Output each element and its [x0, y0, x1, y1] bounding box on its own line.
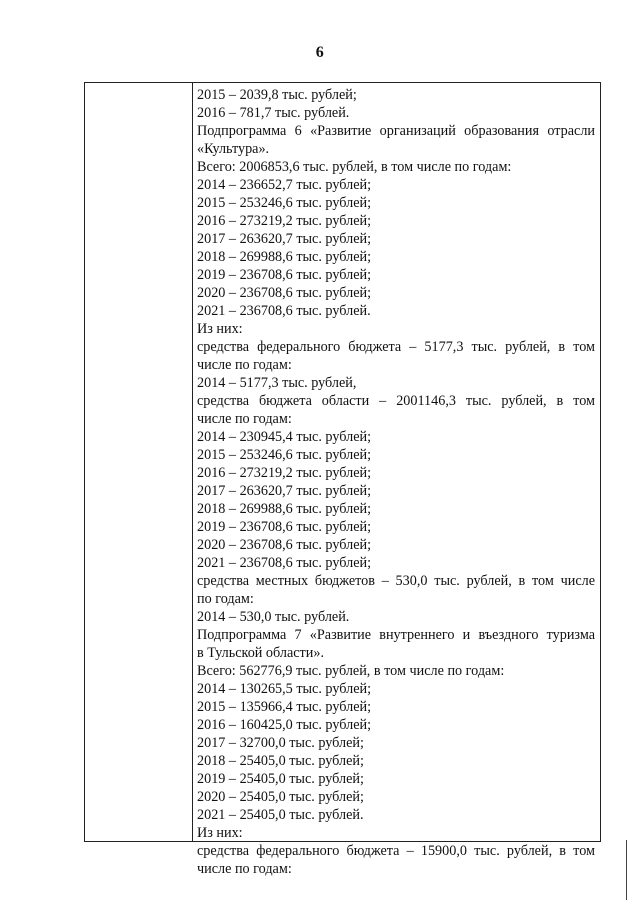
- text-line: в Тульской области».: [197, 645, 324, 661]
- text-line: 2019 – 236708,6 тыс. рублей;: [197, 519, 372, 535]
- text-line: 2014 – 530,0 тыс. рублей.: [197, 609, 350, 625]
- margin-rule: [626, 840, 627, 900]
- text-line: средства местных бюджетов – 530,0 тыс. рублей, в том числе: [197, 573, 595, 589]
- text-line: 2015 – 135966,4 тыс. рублей;: [197, 699, 372, 715]
- text-line: 2015 – 253246,6 тыс. рублей;: [197, 447, 372, 463]
- column-divider: [192, 83, 193, 841]
- text-line: «Культура».: [197, 141, 270, 157]
- text-line: Из них:: [197, 321, 243, 337]
- text-line: 2021 – 25405,0 тыс. рублей.: [197, 807, 364, 823]
- text-line: числе по годам:: [197, 357, 292, 373]
- text-line: 2016 – 781,7 тыс. рублей.: [197, 105, 350, 121]
- text-line: средства федерального бюджета – 5177,3 тыс. рублей, в том: [197, 339, 595, 355]
- text-line: 2014 – 236652,7 тыс. рублей;: [197, 177, 372, 193]
- text-line: Из них:: [197, 825, 243, 841]
- text-line: средства федерального бюджета – 15900,0 тыс. рублей, в том: [197, 843, 595, 859]
- text-line: 2016 – 273219,2 тыс. рублей;: [197, 213, 372, 229]
- text-line: 2014 – 230945,4 тыс. рублей;: [197, 429, 372, 445]
- text-line: по годам:: [197, 591, 254, 607]
- text-line: 2014 – 5177,3 тыс. рублей,: [197, 375, 357, 391]
- text-line: Подпрограмма 6 «Развитие организаций образования отрасли: [197, 123, 595, 139]
- text-line: 2021 – 236708,6 тыс. рублей.: [197, 303, 371, 319]
- text-line: средства бюджета области – 2001146,3 тыс. рублей, в том: [197, 393, 595, 409]
- text-line: 2018 – 25405,0 тыс. рублей;: [197, 753, 364, 769]
- text-line: 2021 – 236708,6 тыс. рублей;: [197, 555, 372, 571]
- text-line: 2018 – 269988,6 тыс. рублей;: [197, 249, 372, 265]
- text-line: 2019 – 25405,0 тыс. рублей;: [197, 771, 364, 787]
- text-line: Всего: 562776,9 тыс. рублей, в том числе по годам:: [197, 663, 505, 679]
- text-line: 2014 – 130265,5 тыс. рублей;: [197, 681, 372, 697]
- text-line: 2020 – 236708,6 тыс. рублей;: [197, 537, 372, 553]
- text-line: 2015 – 2039,8 тыс. рублей;: [197, 87, 357, 103]
- text-line: 2017 – 263620,7 тыс. рублей;: [197, 231, 372, 247]
- text-line: числе по годам:: [197, 861, 292, 877]
- text-line: 2015 – 253246,6 тыс. рублей;: [197, 195, 372, 211]
- text-line: 2017 – 32700,0 тыс. рублей;: [197, 735, 364, 751]
- table-cell-content: [197, 86, 595, 878]
- text-line: 2020 – 236708,6 тыс. рублей;: [197, 285, 372, 301]
- page-number: 6: [315, 44, 325, 61]
- text-line: 2019 – 236708,6 тыс. рублей;: [197, 267, 372, 283]
- text-line: 2016 – 160425,0 тыс. рублей;: [197, 717, 372, 733]
- text-line: 2018 – 269988,6 тыс. рублей;: [197, 501, 372, 517]
- content-table: [84, 82, 601, 877]
- text-line: 2020 – 25405,0 тыс. рублей;: [197, 789, 364, 805]
- text-line: Подпрограмма 7 «Развитие внутреннего и въездного туризма: [197, 627, 595, 643]
- text-line: Всего: 2006853,6 тыс. рублей, в том числе по годам:: [197, 159, 512, 175]
- text-line: 2016 – 273219,2 тыс. рублей;: [197, 465, 372, 481]
- text-line: 2017 – 263620,7 тыс. рублей;: [197, 483, 372, 499]
- text-line: числе по годам:: [197, 411, 292, 427]
